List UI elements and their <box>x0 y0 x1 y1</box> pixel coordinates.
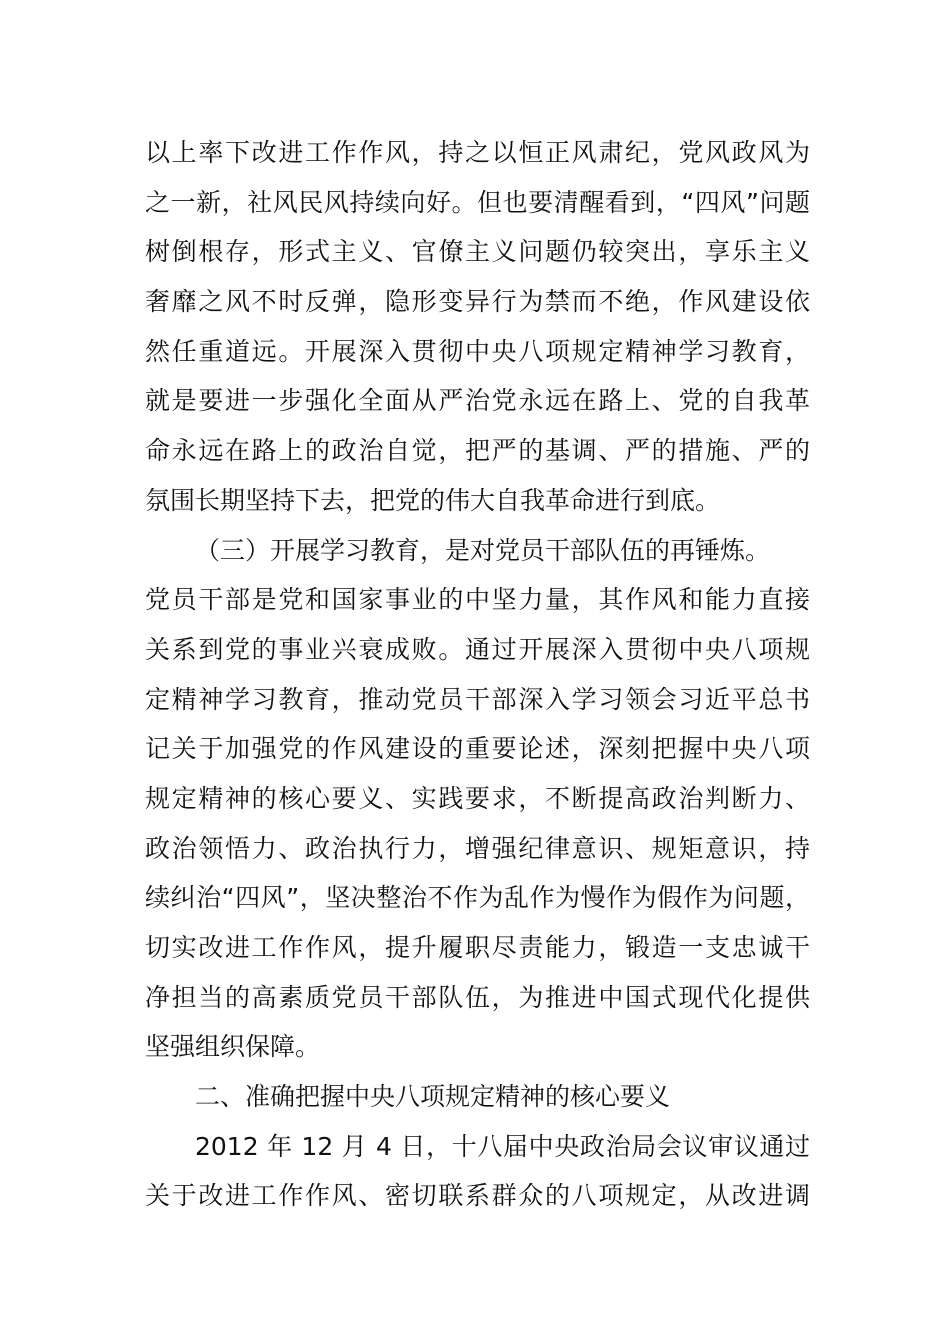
text-line: 切实改进工作作风，提升履职尽责能力，锻造一支忠诚干 <box>145 933 810 962</box>
text-line: 坚强组织保障。 <box>145 1032 321 1062</box>
text-line: 关系到党的事业兴衰成败。通过开展深入贯彻中央八项规 <box>145 634 810 664</box>
text-line: 然任重道远。开展深入贯彻中央八项规定精神学习教育， <box>145 336 810 366</box>
text-line: 奢靡之风不时反弹，隐形变异行为禁而不绝，作风建设依 <box>145 287 810 317</box>
text-line: 就是要进一步强化全面从严治党永远在路上、党的自我革 <box>145 386 810 416</box>
body-text <box>145 128 810 1221</box>
text-line: 党员干部是党和国家事业的中坚力量，其作风和能力直接 <box>145 585 810 615</box>
text-line: 记关于加强党的作风建设的重要论述，深刻把握中央八项 <box>145 734 810 764</box>
text-line: 之一新，社风民风持续向好。但也要清醒看到，“四风”问题 <box>145 187 810 217</box>
text-line: 树倒根存，形式主义、官僚主义问题仍较突出，享乐主义 <box>145 237 810 267</box>
text-line: 定精神学习教育，推动党员干部深入学习领会习近平总书 <box>145 684 810 714</box>
text-line: 2012 年 12 月 4 日，十八届中央政治局会议审议通过 <box>195 1131 810 1161</box>
text-line: 关于改进工作作风、密切联系群众的八项规定，从改进调 <box>145 1181 810 1211</box>
text-line: 政治领悟力、政治执行力，增强纪律意识、规矩意识，持 <box>145 833 810 863</box>
text-line: 规定精神的核心要义、实践要求，不断提高政治判断力、 <box>145 783 810 813</box>
text-line: 氛围长期坚持下去，把党的伟大自我革命进行到底。 <box>145 485 721 515</box>
section-heading-2: 二、准确把握中央八项规定精神的核心要义 <box>195 1082 671 1112</box>
text-line: 净担当的高素质党员干部队伍，为推进中国式现代化提供 <box>145 982 810 1012</box>
text-line: 命永远在路上的政治自觉，把严的基调、严的措施、严的 <box>145 436 810 466</box>
text-line: 以上率下改进工作作风，持之以恒正风肃纪，党风政风为 <box>145 138 810 167</box>
section-heading-3: （三）开展学习教育，是对党员干部队伍的再锤炼。 <box>195 535 771 565</box>
text-line: 续纠治“四风”，坚决整治不作为乱作为慢作为假作为问题， <box>145 883 810 913</box>
